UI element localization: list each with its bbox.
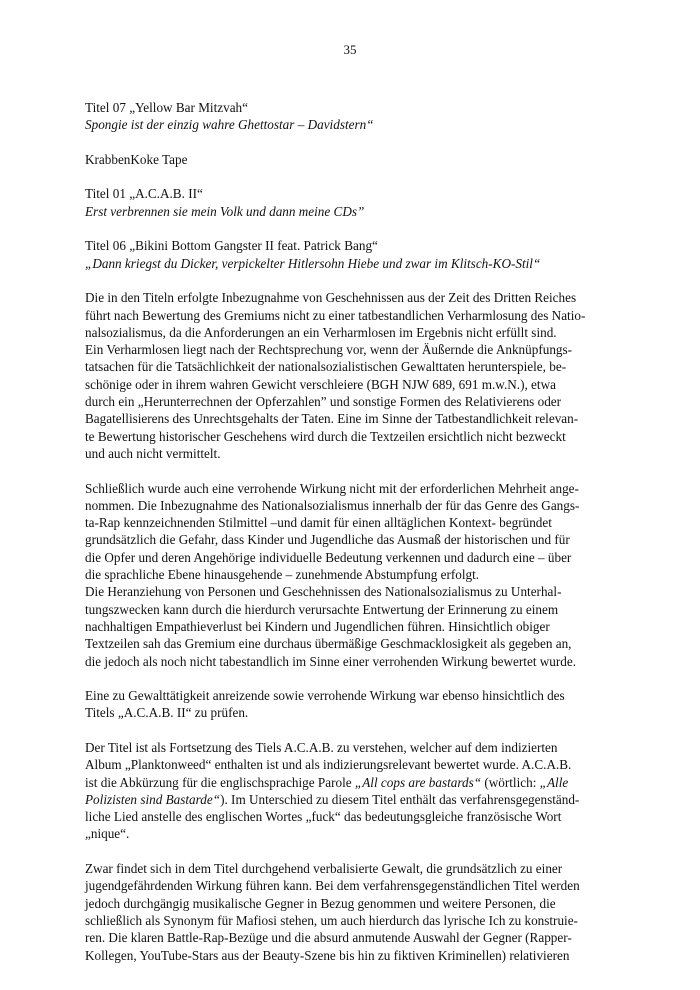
paragraph-line: Schließlich wurde auch eine verrohende Wirkung nicht mit der erforderlichen Mehrheit ange- <box>85 480 579 496</box>
track-entry-01 <box>85 185 615 220</box>
paragraph-line <box>85 774 615 791</box>
text-run: ist die Abkürzung für die englischsprachige Parole <box>85 774 355 790</box>
paragraph-line: und auch nicht vermittelt. <box>85 445 221 461</box>
paragraph-line <box>85 791 615 808</box>
paragraph-line: jugendgefährdenden Wirkung führen kann. Bei dem verfahrensgegenständlichen Titel werden <box>85 878 580 894</box>
paragraph-line: Zwar findet sich in dem Titel durchgehend verbalisierte Gewalt, die grundsätzlich zu einer <box>85 861 563 877</box>
paragraph-line: nommen. Die Inbezugnahme des Nationalsozialismus innerhalb der für das Genre des Gangs- <box>85 497 580 513</box>
paragraph-line: nachhaltigen Empathieverlust bei Kindern und Jugendlichen führen. Hinsichtlich obiger <box>85 618 550 634</box>
paragraph-line: ren. Die klaren Battle-Rap-Bezüge und die absurd anmutende Auswahl der Gegner (Rapper- <box>85 930 572 946</box>
track-title: Titel 06 „Bikini Bottom Gangster II feat. Patrick Bang“ <box>85 238 378 254</box>
paragraph-line: ta-Rap kennzeichnenden Stilmittel –und damit für einen alltäglichen Kontext- begründet <box>85 515 552 531</box>
paragraph-line: die sprachliche Ebene hinausgehende – zunehmende Abstumpfung erfolgt. <box>85 567 480 583</box>
track-quote: Spongie ist der einzig wahre Ghettostar – Davidstern“ <box>85 117 374 133</box>
italic-quote: „Alle <box>539 774 569 790</box>
page-content <box>85 99 615 981</box>
paragraph-line: Ein Verharmlosen liegt nach der Rechtsprechung vor, wenn der Äußernde die Anknüpfungs- <box>85 342 573 358</box>
paragraph-line: nalsozialismus, da die Anforderungen an ein Verharmlosen im Ergebnis nicht erfüllt sind. <box>85 324 557 340</box>
paragraph-line: die jedoch als noch nicht tabestandlich im Sinne einer verrohenden Wirkung bewertet wurde. <box>85 653 577 669</box>
paragraph-line: Die Heranziehung von Personen und Geschehnissen des Nationalsozialismus zu Unterhal- <box>85 584 562 600</box>
paragraph-line: Textzeilen sah das Gremium eine durchaus übermäßige Geschmacklosigkeit als gegeben an, <box>85 636 572 652</box>
tape-title: KrabbenKoke Tape <box>85 151 188 167</box>
tape-heading <box>85 151 615 168</box>
paragraph-line: tatsachen für die Tatsächlichkeit der nationalsozialistischen Gewalttaten herunterspiele, be- <box>85 359 567 375</box>
paragraph-line: Der Titel ist als Fortsetzung des Tiels A.C.A.B. zu verstehen, welcher auf dem indizierten <box>85 739 558 755</box>
paragraph-line: schließlich als Synonym für Mafiosi stehen, um auch hierdurch das lyrische Ich zu konstruie- <box>85 912 578 928</box>
paragraph-line: „nique“. <box>85 826 130 842</box>
paragraph-line: jedoch durchgängig musikalische Gegner in Bezug genommen und weitere Personen, die <box>85 895 556 911</box>
paragraph-line: Eine zu Gewalttätigkeit anreizende sowie verrohende Wirkung war ebenso hinsichtlich des <box>85 688 565 704</box>
paragraph-line: durch ein „Herunterrechnen der Opferzahlen” und sonstige Formen des Relativierens oder <box>85 394 562 410</box>
text-run: ). Im Unterschied zu diesem Titel enthält das verfahrensgegenständ- <box>220 791 580 807</box>
track-entry-07 <box>85 99 615 134</box>
paragraph-line: Die in den Titeln erfolgte Inbezugnahme von Geschehnissen aus der Zeit des Dritten Reiches <box>85 290 577 306</box>
italic-quote: „All cops are bastards“ <box>354 774 482 790</box>
paragraph-line: die Opfer und deren Angehörige individuelle Bedeutung verkennen und dadurch eine – über <box>85 549 572 565</box>
paragraph-line: grundsätzlich die Gefahr, dass Kinder und Jugendliche das Ausmaß der historischen und für <box>85 532 570 548</box>
paragraph-line: te Bewertung historischer Geschehens wird durch die Textzeilen ersichtlich nicht bezweckt <box>85 428 566 444</box>
track-quote: „Dann kriegst du Dicker, verpickelter Hitlersohn Hiebe und zwar im Klitsch-KO-Stil“ <box>85 255 541 271</box>
paragraph-line: Album „Planktonweed“ enthalten ist und als indizierungsrelevant bewertet wurde. A.C.A.B. <box>85 757 572 773</box>
paragraph-line: liche Lied anstelle des englischen Wortes „fuck“ das bedeutungsgleiche französische Wort <box>85 809 562 825</box>
paragraph-line: führt nach Bewertung des Gremiums nicht zu einer tatbestandlichen Verharmlosung des Natio- <box>85 307 586 323</box>
track-quote: Erst verbrennen sie mein Volk und dann meine CDs” <box>85 203 365 219</box>
paragraph-verrohung <box>85 480 615 670</box>
track-entry-06 <box>85 237 615 272</box>
italic-quote: Polizisten sind Bastarde“ <box>85 791 221 807</box>
page-number: 35 <box>343 42 357 57</box>
text-run: (wörtlich: <box>481 774 540 790</box>
track-title: Titel 01 „A.C.A.B. II“ <box>85 186 203 202</box>
paragraph-line: tungszwecken kann durch die hierdurch verursachte Entwertung der Erinnerung zu einem <box>85 601 559 617</box>
paragraph-gewalt <box>85 860 615 964</box>
paragraph-line: Titels „A.C.A.B. II“ zu prüfen. <box>85 705 249 721</box>
track-title: Titel 07 „Yellow Bar Mitzvah“ <box>85 100 249 115</box>
paragraph-acab-erlaeuterung <box>85 739 615 843</box>
paragraph-line: Kollegen, YouTube-Stars aus der Beauty-Szene bis hin zu fiktiven Kriminellen) relativieren <box>85 947 570 963</box>
paragraph-acab-pruefung <box>85 687 615 722</box>
paragraph-line: Bagatellisierens des Unrechtsgehalts der Taten. Eine im Sinne der Tatbestandlichkeit relevan- <box>85 411 579 427</box>
paragraph-verharmlosung <box>85 289 615 462</box>
paragraph-line: schönige oder in ihrem wahren Gewicht verschleiere (BGH NJW 689, 691 m.w.N.), etwa <box>85 376 556 392</box>
